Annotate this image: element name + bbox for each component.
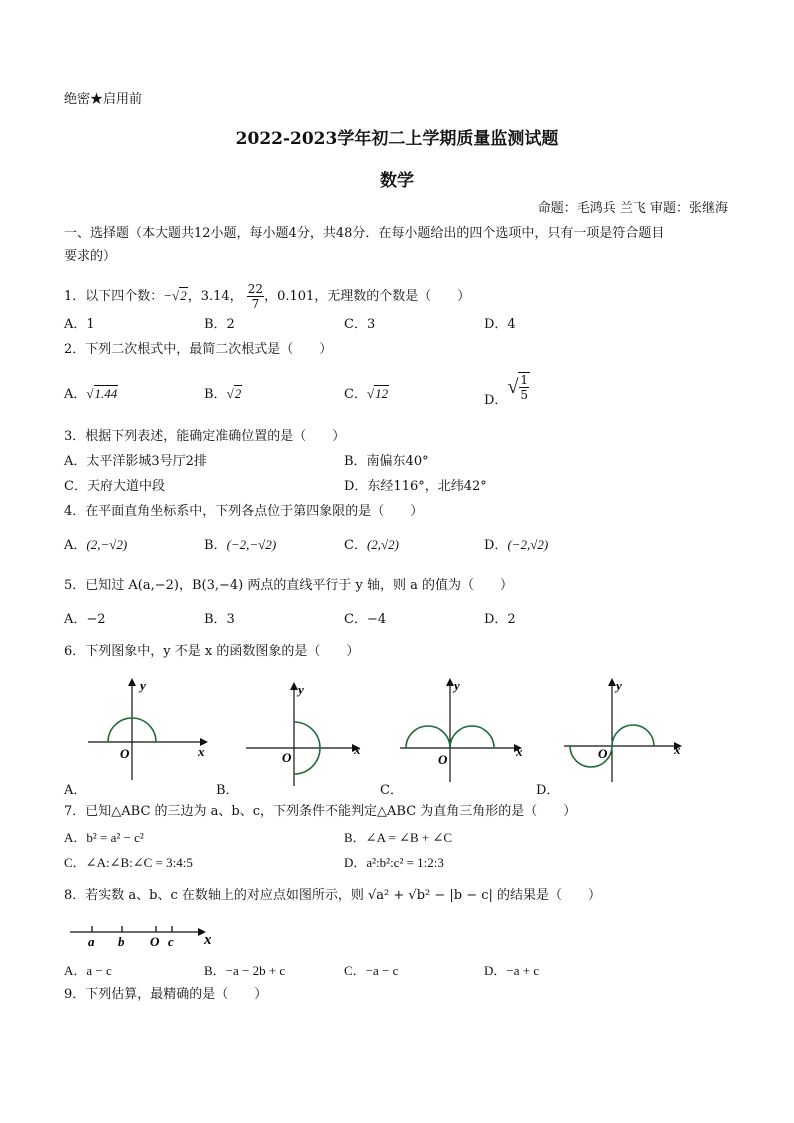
q1-fraction: $\frac{22}{7}$ <box>247 282 264 311</box>
q8-option-d[interactable]: D．−a + c <box>484 963 540 978</box>
q8-label-c: c <box>168 934 174 949</box>
q2-option-a[interactable]: A．√1.44 <box>64 386 118 402</box>
q4-option-a[interactable]: A．(2,−√2) <box>64 537 128 553</box>
q6-graph-a[interactable] <box>84 676 214 786</box>
q8-option-c[interactable]: C．−a − c <box>344 963 399 978</box>
q3-option-a[interactable]: A．太平洋影城3号厅2排 <box>64 454 207 469</box>
q5-option-b[interactable]: B．3 <box>204 612 235 627</box>
q8-label-x: x <box>204 932 212 948</box>
q8-label-a: a <box>88 934 95 949</box>
q7-option-c[interactable]: C．∠A:∠B:∠C = 3:4:5 <box>64 855 193 870</box>
question-7: 7．已知△ABC 的三边为 a、b、c，下列条件不能判定△ABC 为直角三角形的是（ ） <box>64 804 577 819</box>
question-1 <box>64 282 470 311</box>
q8-label-o: O <box>150 934 160 949</box>
svg-text:y: y <box>298 682 304 697</box>
q2-option-d[interactable]: D．√ $\frac{1}{5}$ <box>484 373 529 408</box>
q1-option-c[interactable]: C．3 <box>344 317 376 332</box>
q6-graph-b[interactable] <box>240 680 370 790</box>
question-8: 8．若实数 a、b、c 在数轴上的对应点如图所示，则 √a² + √b² − |b − c| 的结果是（ ） <box>64 888 602 903</box>
svg-text:y: y <box>454 678 460 693</box>
q1-mid: ，3.14， <box>187 289 243 304</box>
q3-option-b[interactable]: B．南偏东40° <box>344 454 429 469</box>
q1-option-a[interactable]: A．1 <box>64 317 95 332</box>
q5-option-a[interactable]: A．−2 <box>64 612 106 627</box>
question-3: 3．根据下列表述，能确定准确位置的是（ ） <box>64 429 346 444</box>
svg-text:x: x <box>516 744 523 759</box>
svg-text:x: x <box>198 744 205 759</box>
q3-option-d[interactable]: D．东经116°，北纬42° <box>344 479 487 494</box>
q3-option-c[interactable]: C．天府大道中段 <box>64 479 165 494</box>
q2-option-b[interactable]: B．√2 <box>204 386 242 402</box>
q6-option-b[interactable]: B． <box>216 783 239 798</box>
svg-text:O: O <box>120 746 130 761</box>
subject-title: 数学 <box>380 171 414 191</box>
question-2: 2．下列二次根式中，最简二次根式是（ ） <box>64 342 333 357</box>
svg-text:y: y <box>140 678 146 693</box>
svg-text:O: O <box>282 750 292 765</box>
q8-option-b[interactable]: B．−a − 2b + c <box>204 963 286 978</box>
author-line: 命题：毛鸿兵 兰飞 审题：张继海 <box>537 201 728 216</box>
q7-option-a[interactable]: A．b² = a² − c² <box>64 830 144 845</box>
q1-suffix: ，0.101，无理数的个数是（ ） <box>264 289 471 304</box>
q4-option-c[interactable]: C．(2,√2) <box>344 537 399 553</box>
q1-neg-sqrt2: −√2 <box>163 288 187 303</box>
secret-mark: 绝密★启用前 <box>64 92 143 107</box>
section-heading-cont: 要求的） <box>64 249 117 264</box>
svg-text:y: y <box>616 678 622 693</box>
svg-text:O: O <box>438 752 448 767</box>
q6-option-d[interactable]: D． <box>536 783 560 798</box>
q1-option-b[interactable]: B．2 <box>204 317 235 332</box>
q6-option-a[interactable]: A． <box>64 783 87 798</box>
question-6: 6．下列图象中，y 不是 x 的函数图象的是（ ） <box>64 644 360 659</box>
q5-option-d[interactable]: D．2 <box>484 612 516 627</box>
q6-graph-c[interactable] <box>396 676 536 786</box>
svg-text:x: x <box>354 742 361 757</box>
q7-option-d[interactable]: D．a²:b²:c² = 1:2:3 <box>344 855 444 870</box>
q8-number-line <box>66 920 226 952</box>
question-5: 5．已知过 A(a,−2)，B(3,−4) 两点的直线平行于 y 轴，则 a 的值为（ ） <box>64 578 514 593</box>
section-heading: 一、选择题（本大题共12小题，每小题4分，共48分．在每小题给出的四个选项中，只有一项是符合题目 <box>64 226 665 241</box>
q4-option-d[interactable]: D．(−2,√2) <box>484 537 549 553</box>
exam-title: 2022-2023学年初二上学期质量监测试题 <box>235 129 559 149</box>
question-4: 4．在平面直角坐标系中，下列各点位于第四象限的是（ ） <box>64 504 424 519</box>
q4-option-b[interactable]: B．(−2,−√2) <box>204 537 277 553</box>
q6-option-c[interactable]: C． <box>380 783 403 798</box>
q8-option-a[interactable]: A．a − c <box>64 963 112 978</box>
svg-text:O: O <box>598 746 608 761</box>
q1-prefix: 1．以下四个数： <box>64 289 164 304</box>
q1-option-d[interactable]: D．4 <box>484 317 516 332</box>
svg-text:x: x <box>674 742 681 757</box>
q6-graph-d[interactable] <box>560 676 690 786</box>
q8-label-b: b <box>118 934 125 949</box>
q2-option-c[interactable]: C．√12 <box>344 386 389 402</box>
question-9: 9．下列估算，最精确的是（ ） <box>64 987 268 1002</box>
q5-option-c[interactable]: C．−4 <box>344 612 387 627</box>
q7-option-b[interactable]: B．∠A = ∠B + ∠C <box>344 830 453 845</box>
